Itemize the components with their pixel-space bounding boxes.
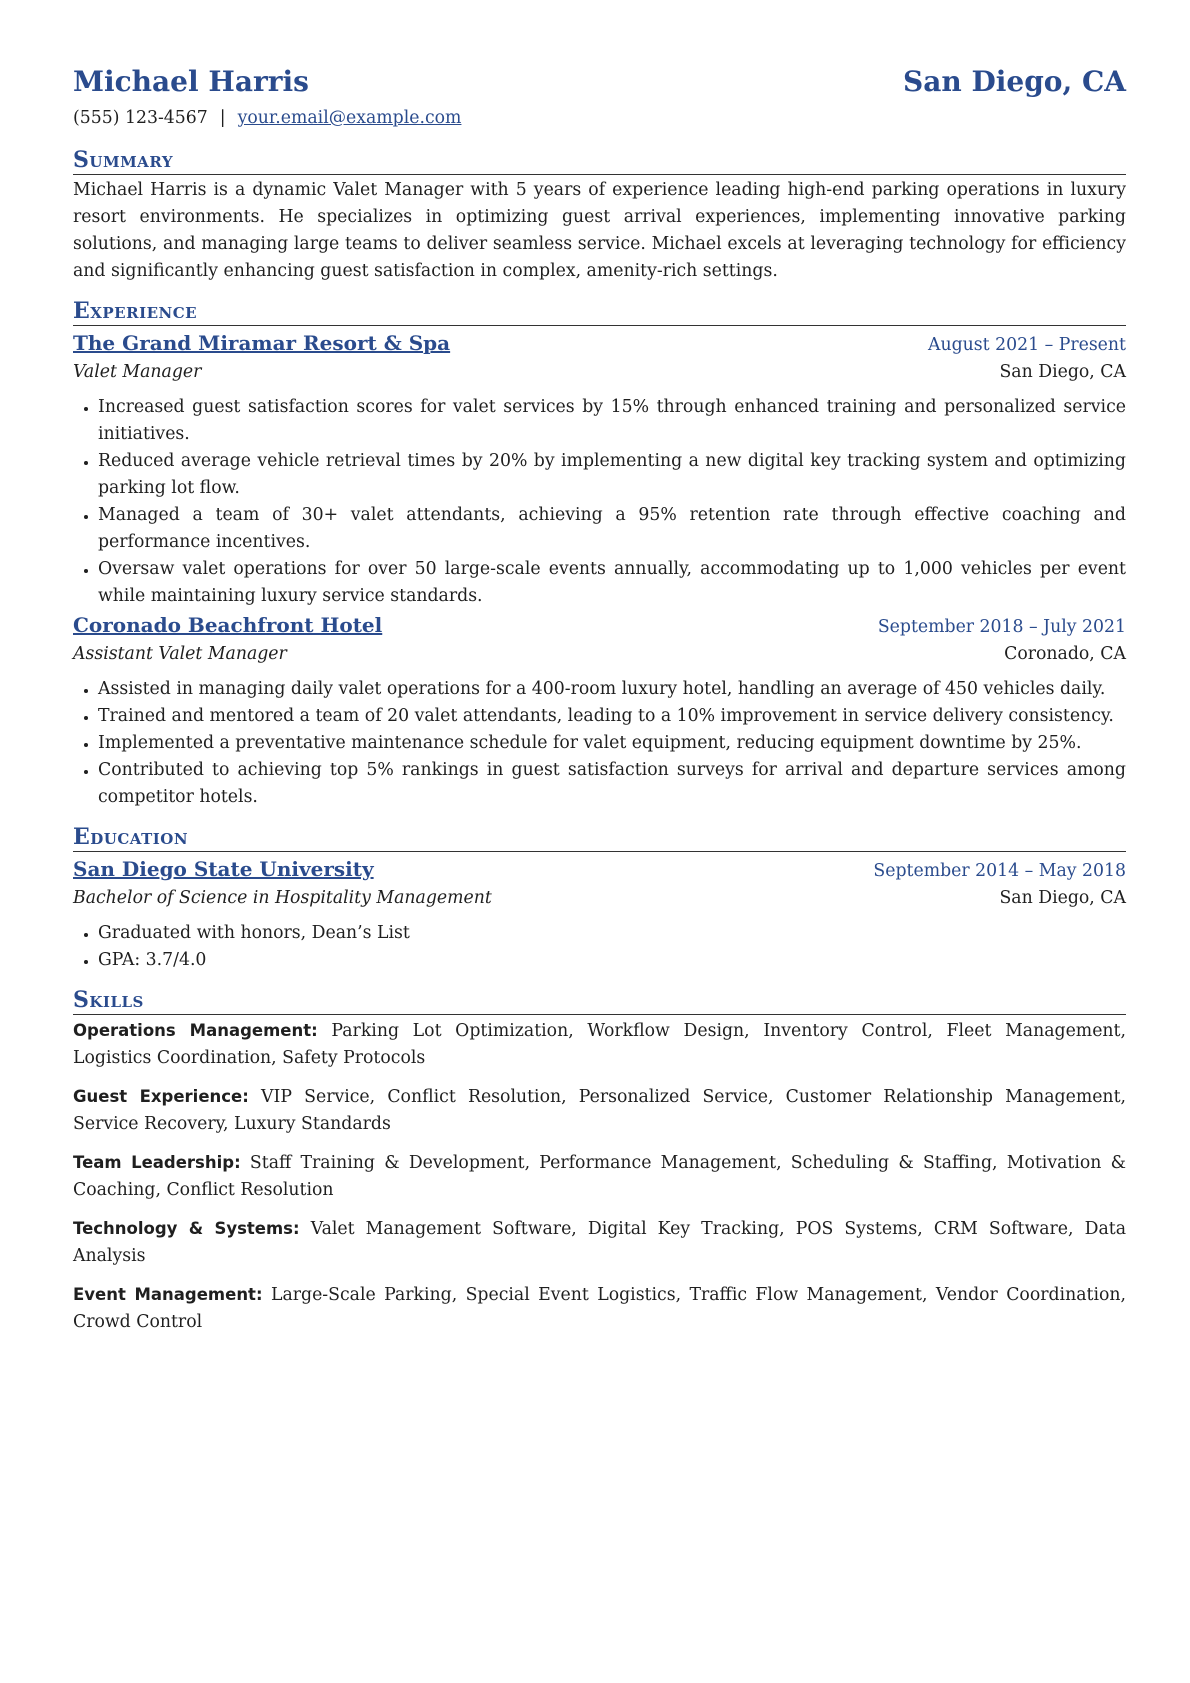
skills-list xyxy=(73,1017,1126,1336)
skill-label: Operations Management: xyxy=(73,1021,318,1040)
skill-group xyxy=(73,1215,1126,1270)
experience-heading: Experience xyxy=(73,297,1126,326)
skill-label: Team Leadership: xyxy=(73,1153,241,1172)
skill-text: Valet Management Software, Digital Key Tracking, POS Systems, CRM Software, Data Analysis xyxy=(73,1219,1126,1266)
bullet-item: • GPA: 3.7/4.0 xyxy=(98,947,1126,974)
education-entry xyxy=(73,854,1126,974)
skill-text: Staff Training & Development, Performance Management, Scheduling & Staffing, Motivation & Coaching, Conflict Resolution xyxy=(73,1153,1127,1200)
skill-text: Large-Scale Parking, Special Event Logistics, Traffic Flow Management, Vendor Coordination, Crowd Control xyxy=(73,1285,1127,1332)
contact-separator: | xyxy=(219,108,226,128)
bullet-item: • Assisted in managing daily valet operations for a 400-room luxury hotel, handling an average of 450 vehicles daily. xyxy=(98,676,1126,703)
school-name: San Diego State University xyxy=(73,857,374,881)
education-bullets xyxy=(73,920,1126,974)
education-heading: Education xyxy=(73,823,1126,852)
skills-heading: Skills xyxy=(73,986,1126,1015)
bullet-item: • Managed a team of 30+ valet attendants, achieving a 95% retention rate through effective coaching and performance incentives. xyxy=(98,502,1126,556)
skill-group xyxy=(73,1149,1126,1204)
degree: Bachelor of Science in Hospitality Management xyxy=(73,888,492,908)
phone-number: (555) 123-4567 xyxy=(73,108,208,128)
education-dates: September 2014 – May 2018 xyxy=(873,861,1126,881)
job-location: San Diego, CA xyxy=(999,362,1126,382)
email-link[interactable]: your.email@example.com xyxy=(237,108,462,128)
header xyxy=(73,60,1126,104)
skill-group xyxy=(73,1281,1126,1336)
candidate-name: Michael Harris xyxy=(73,65,309,98)
bullet-item: • Implemented a preventative maintenance schedule for valet equipment, reducing equipment downtime by 25%. xyxy=(98,730,1126,757)
skill-label: Guest Experience: xyxy=(73,1087,249,1106)
job-bullets xyxy=(73,394,1126,610)
bullet-item: • Oversaw valet operations for over 50 large-scale events annually, accommodating up to 1,000 vehicles per event while maintaining luxury service standards. xyxy=(98,556,1126,610)
job-dates: September 2018 – July 2021 xyxy=(877,617,1126,637)
skill-text: Parking Lot Optimization, Workflow Design, Inventory Control, Fleet Management, Logistics Coordination, Safety Protocols xyxy=(73,1021,1126,1068)
skill-text: VIP Service, Conflict Resolution, Personalized Service, Customer Relationship Management, Service Recovery, Luxury Standards xyxy=(73,1087,1127,1134)
company-name: Coronado Beachfront Hotel xyxy=(73,613,383,637)
skill-group xyxy=(73,1017,1126,1072)
education-location: San Diego, CA xyxy=(999,888,1126,908)
summary-heading: Summary xyxy=(73,146,1126,175)
contact-line xyxy=(73,104,1126,132)
resume-page xyxy=(73,60,1126,1347)
skill-label: Event Management: xyxy=(73,1285,263,1304)
experience-entry xyxy=(73,610,1126,811)
bullet-item: • Increased guest satisfaction scores for valet services by 15% through enhanced training and personalized service initiatives. xyxy=(98,394,1126,448)
job-title: Assistant Valet Manager xyxy=(73,644,287,664)
skill-group xyxy=(73,1083,1126,1138)
job-dates: August 2021 – Present xyxy=(927,335,1126,355)
job-bullets xyxy=(73,676,1126,811)
bullet-item: • Contributed to achieving top 5% rankings in guest satisfaction surveys for arrival and departure services among competitor hotels. xyxy=(98,757,1126,811)
bullet-item: • Trained and mentored a team of 20 valet attendants, leading to a 10% improvement in service delivery consistency. xyxy=(98,703,1126,730)
company-name: The Grand Miramar Resort & Spa xyxy=(73,331,451,355)
experience-entry xyxy=(73,328,1126,610)
skill-label: Technology & Systems: xyxy=(73,1219,300,1238)
bullet-item: • Reduced average vehicle retrieval times by 20% by implementing a new digital key tracking system and optimizing parking lot flow. xyxy=(98,448,1126,502)
summary-text: Michael Harris is a dynamic Valet Manager with 5 years of experience leading high-end parking operations in luxury resort environments. He specializes in optimizing guest arrival experiences, implementing innovative parking solutions, and managing large teams to deliver seamless service. Michael excels at leveraging technology for efficiency and significantly enhancing guest satisfaction in complex, amenity-rich settings. xyxy=(73,180,1126,281)
header-location: San Diego, CA xyxy=(903,65,1126,98)
bullet-item: • Graduated with honors, Dean’s List xyxy=(98,920,1126,947)
job-title: Valet Manager xyxy=(73,362,202,382)
job-location: Coronado, CA xyxy=(1004,644,1126,664)
